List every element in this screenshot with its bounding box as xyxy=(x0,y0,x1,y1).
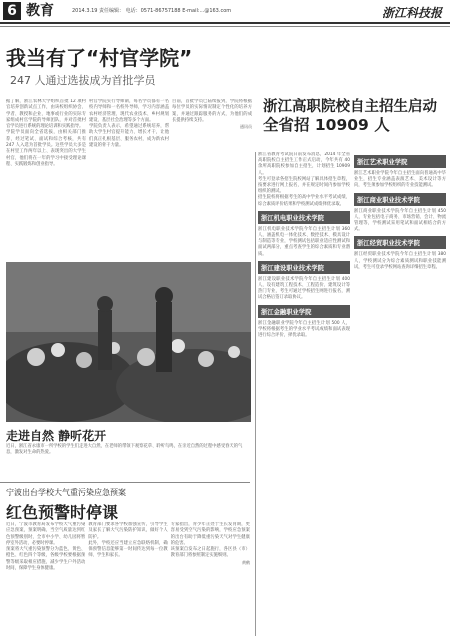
story1-column xyxy=(6,99,86,257)
story1-paragraph: 目前，首批学员已陆续报到，学院将根据每位学员的实际情况制定个性化的培养方案，并通过跟踪服务的方式，为他们的成长提供持续支持。 xyxy=(172,99,252,123)
story3-column xyxy=(88,522,167,634)
school-subheading: 浙江金融职业学院 xyxy=(258,305,350,318)
page-number: 6 xyxy=(3,2,21,20)
header-meta: 2014.3.19 责任编辑： 电话：0571-86757188 E-mail:...@163.com xyxy=(72,8,232,14)
story2-intro-paragraph: 浙江省教育考试院日前发布消息，2014 年全省高职院校自主招生工作正式启动，今年共有 40 余所高职院校参加自主招生，计划招生 10909 人。 xyxy=(258,152,350,176)
school-paragraph: 浙江商业职业技术学院今年自主招生计划 450 人，专业包括电子商务、市场营销、会计、物流管理等，学校测试采用笔试和面试相结合的方式。 xyxy=(354,208,446,233)
story1-column xyxy=(172,99,252,257)
feature-photo xyxy=(6,262,251,422)
story1-paragraph: 村官学院实行导师制，每名学员都有一名校内导师和一名校外导师，学习内容涵盖农村经济管理、现代农业技术、乡村规划建设、基层社会治理等多个方面。 xyxy=(89,99,169,123)
story2-headline-line2: 全省招 10909 人 xyxy=(263,116,390,134)
story3-body xyxy=(6,522,250,634)
column-divider xyxy=(255,152,256,636)
school-paragraph: 浙江金融职业学院今年自主招生计划 500 人，学校将根据考生的学业水平考试成绩和面试表现进行综合评价，择优录取。 xyxy=(258,320,350,339)
header-rule xyxy=(0,26,450,27)
school-subheading: 浙江建设职业技术学院 xyxy=(258,261,350,274)
story3-kicker: 宁波出台学校大气重污染应急预案 xyxy=(6,488,126,497)
section-title: 教育 xyxy=(26,3,54,19)
story3-paragraph: 近日，宁波市教育局发布学校大气重污染应急预案，预案明确，当空气质量达到红色预警级别时，全市中小学、幼儿园将暂停室外活动，必要时停课。 xyxy=(6,522,86,546)
story3-paragraph: 此外，学校还应当建立应急联络机制，确保预警信息能够第一时间传达到每一位教师、学生和家长。 xyxy=(88,540,168,559)
school-paragraph: 浙江建设职业技术学院今年自主招生计划 400 人，设有建筑工程技术、工程造价、建筑设计等热门专业，考生可通过学校招生网进行报名，测试合格后签订录取协议。 xyxy=(258,276,350,301)
story1-headline: 我当有了“村官学院” xyxy=(6,46,193,70)
flower-scene-illustration xyxy=(6,262,251,422)
story2-headline-box xyxy=(258,92,437,148)
photo-title: 走进自然 静听花开 xyxy=(6,429,107,443)
page-header xyxy=(0,0,450,24)
school-paragraph: 浙江经贸职业技术学院今年自主招生计划 380 人，学校测试分为综合素质测试和职业技能测试，考生可登录学校网站查询详细招生章程。 xyxy=(354,252,446,270)
story3-byline: 黄鹤 xyxy=(241,559,250,565)
story3-paragraph: 该预案自发布之日起施行，各区县（市）教育部门将参照制定实施细则。 xyxy=(170,547,250,559)
section-divider xyxy=(0,482,250,483)
story1-body xyxy=(6,99,252,257)
school-paragraph: 浙江机电职业技术学院今年自主招生计划 360 人，涵盖机电一体化技术、数控技术、模具设计与制造等专业，学校测试包括职业适应性测试和面试两部分，重点考查学生的综合素质和专业潜质。 xyxy=(258,226,350,257)
story1-paragraph: 据了解，浙江农林大学组织首批 12 项村官培养创新试点工作，由该校组织协会、学者、教授和企业、地事或行业的实际专家组成村官学院的导师团队，并对首批村官学员进行系统的理论培训和实践指导。 xyxy=(6,99,86,130)
story2-body xyxy=(258,152,446,638)
story2-column xyxy=(354,152,446,638)
story1-column xyxy=(89,99,169,257)
story1-paragraph: 学院负责人表示，希望通过系统培养，帮助大学生村官提升能力、增长才干，让他们真正扎根基层、服务农村，成为新农村建设的骨干力量。 xyxy=(89,124,169,149)
story3-paragraph: 专家指出，青少年正处于生长发育期，更容易受到空气污染的影响，学校应急预案的出台有助于降低重污染天气对学生健康的危害。 xyxy=(170,522,250,546)
story1-byline: 通讯员 xyxy=(240,124,252,130)
school-paragraph: 浙江艺术职业学院今年自主招生面向普通高中毕业生，招生专业涵盖表演艺术、美术设计等方向，考生须参加学校组织的专业技能测试。 xyxy=(354,171,446,189)
school-subheading: 浙江机电职业技术学院 xyxy=(258,211,350,224)
story3-paragraph: 预案将大气重污染预警分为蓝色、黄色、橙色、红色四个等级，各级学校要根据预警等级采取相应措施，减少学生户外活动时间，保障学生身体健康。 xyxy=(6,547,86,572)
story2-column xyxy=(258,152,350,638)
story2-intro-paragraph: 考生可登录各招生院校网站了解具体招生章程，按要求进行网上报名，并在规定时间内参加学校组织的测试。 xyxy=(258,176,350,195)
school-subheading: 浙江经贸职业技术学院 xyxy=(354,236,446,249)
photo-caption: 近日，浙江省永康市一所学校的学生们走进大自然，在老师的带领下观察花草、聆听鸟鸣，在亲近自然的过程中感受春天的气息，激发对生命的热爱。 xyxy=(6,444,243,456)
newspaper-masthead: 浙江科技报 xyxy=(381,6,442,20)
school-subheading: 浙江艺术职业学院 xyxy=(354,155,446,168)
school-subheading: 浙江商业职业技术学院 xyxy=(354,193,446,206)
story1-paragraph: 学院学员面向全省选拔，由相关部门推荐，经过笔试、面试和综合考核，共有 247 人入选为首批学员。这些学员大多是在村里工作两年以上、表现突出的大学生村官，他们将在一年的学习中接受理论课程、实践锻炼和创业指导。 xyxy=(6,130,86,167)
story2-intro-paragraph: 招生院校将根据考生的高中学业水平考试成绩、综合素质评价结果和学校测试成绩择优录取。 xyxy=(258,195,350,207)
story2-headline: 浙江高职院校自主招生启动 xyxy=(263,99,437,115)
story3-column xyxy=(171,522,250,634)
story3-headline: 红色预警时停课 xyxy=(6,503,119,522)
story1-subheadline: 247 人通过选拔成为首批学员 xyxy=(10,74,156,87)
story3-column xyxy=(6,522,85,634)
story3-paragraph: 教育部门要求各学校加强宣传，引导学生及家长了解大气污染防护知识，做好个人防护。 xyxy=(88,522,168,540)
